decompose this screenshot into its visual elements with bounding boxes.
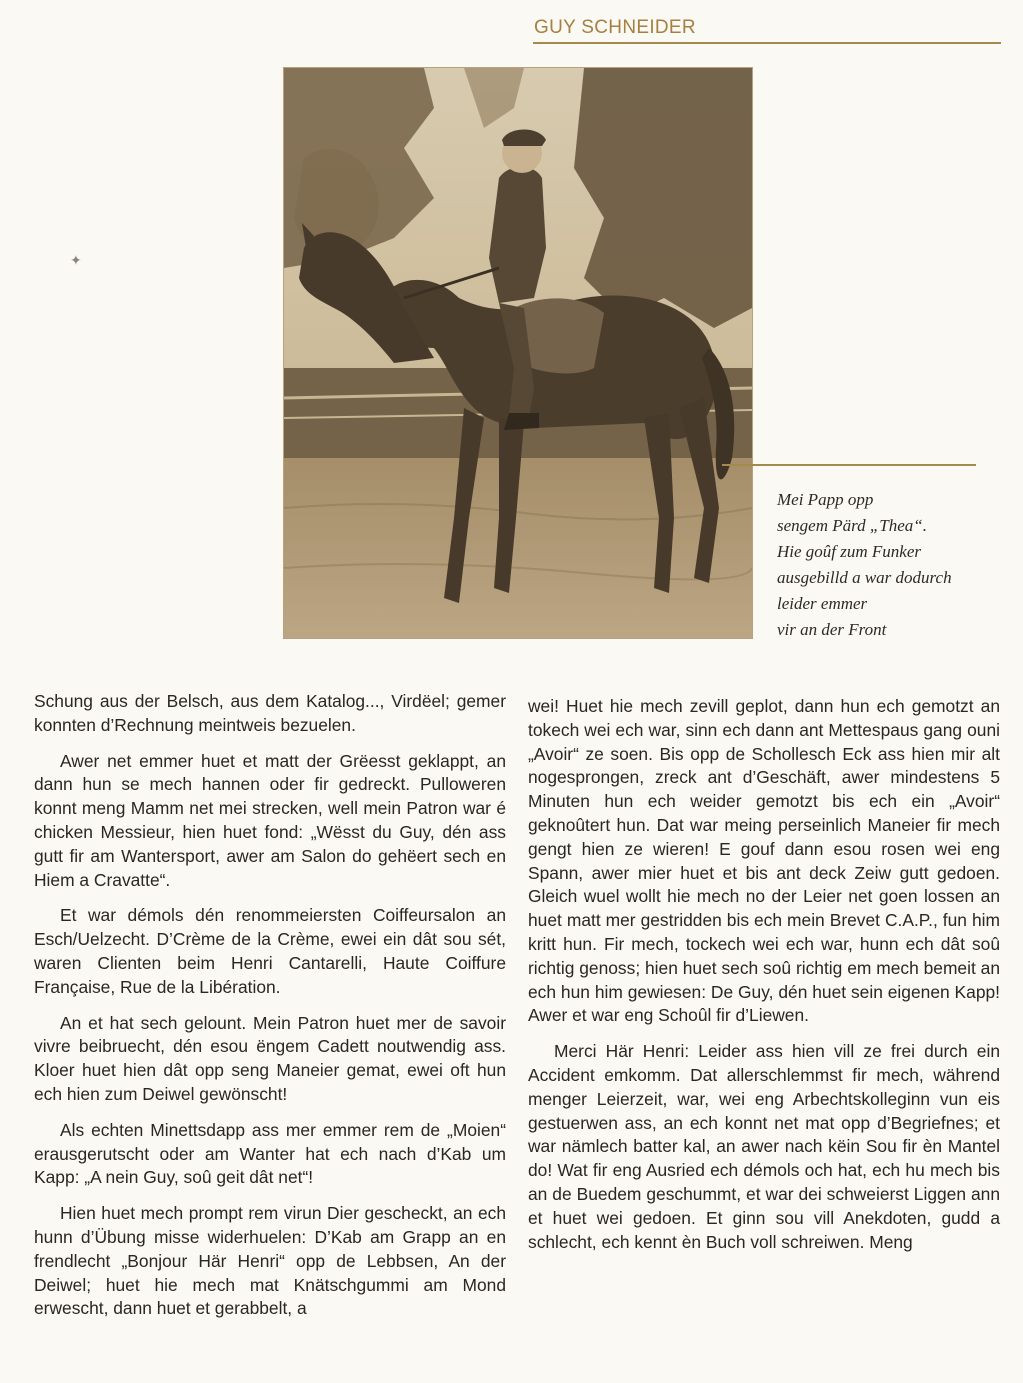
paragraph: Schung aus der Belsch, aus dem Katalog..., Virdëel; gemer konnten d’Rechnung meintweis bezuelen. [34, 691, 506, 735]
caption-line: sengem Pärd „Thea“. [777, 516, 928, 535]
scan-speck: ✦ [70, 252, 82, 268]
author-title: GUY SCHNEIDER [534, 17, 696, 38]
page-header [533, 16, 1001, 44]
paragraph: Als echten Minettsdapp ass mer emmer rem de „Moien“ erausgerutscht oder am Wanter hat ech nach d’Kab um Kapp: „A nein Guy, soû geit dât net“! [34, 1119, 506, 1188]
paragraph: Awer net emmer huet et matt der Grëesst geklappt, an dann hun se mech hannen oder fir gedreckt. Pulloweren konnt meng Mamm net mei strecken, well mein Patron war é chicken Messieur, hien huet fond: „Wësst du Guy, dén ass gutt fir am Wantersport, awer am Salon do gehëert sech en Hiem a Cravatte“. [34, 750, 506, 890]
photo-caption [777, 487, 1007, 643]
paragraph: Et war démols dén renommeiersten Coiffeursalon an Esch/Uelzecht. D’Crème de la Crème, ewei ein dât sou sét, waren Clienten beim Henri Cantarelli, Haute Coiffure Française, Rue de la Libération. [34, 905, 506, 997]
caption-line: vir an der Front [777, 620, 887, 639]
paragraph: Merci Här Henri: Leider ass hien vill ze frei durch ein Accident emkomm. Dat allerschlemmst fir mech, während menger Leierzeit, war, wei eng Arbechtskolleginn vun eis gestuerwen ass, an ech konnt net mat opp d’Begriefnes; et war nämlech batter kal, an awer nach këin Sou fir èn Mantel do! Wat fir eng Ausried ech démols och hat, ech hu mech bis an de Buedem geschummt, et war dei schweierst Liggen ann et huet wei gedoen. Et ginn sou vill Anekdoten, gudd a schlecht, ech kennt èn Buch voll schreiwen. Meng [528, 1041, 1000, 1252]
paragraph: An et hat sech gelount. Mein Patron huet mer de savoir vivre beibruecht, dén esou ëngem Cadett noutwendig ass. Kloer huet hien dât opp seng Maneier gemat, ewei oft hun ech hien zum Deiwel gewönscht! [34, 1012, 506, 1104]
right-column [528, 695, 1000, 1254]
paragraph: wei! Huet hie mech zevill geplot, dann hun ech gemotzt an tokech wei ech war, sinn ech dann ant Mettespaus gang ouni „Avoir“ ze soen. Bis opp de Schollesch Eck ass hien mir alt nogesprongen, zreck ant d’Geschäft, awer mindestens 5 Minuten hun ech weider gemotzt bis ech ein „Avoir“ geknoûtert hun. Dat war meing perseinlich Maneier fir mech gengt hien ze wieren! E gouf dann esou rosen wei eng Spann, awer mier huet et bis ant deck Zeiw gutt gedoen. Gleich wuel wollt hie mech no der Leier net goen lossen an huet matt mer gestridden bis ech mein Brevet C.A.P., fun him kritt hun. Fir mech, tockech wei ech war, hunn ech dât soû richtig genoss; hien huet sech soû richtig em mech bemeit an ech hun him gewiesen: De Guy, dén huet sein eigenen Kapp! Awer et war eng Schoûl fir d’Liewen. [528, 696, 1000, 1026]
caption-rule [722, 464, 976, 466]
caption-line: ausgebilld a war dodurch [777, 568, 952, 587]
caption-line: Hie goûf zum Funker [777, 542, 922, 561]
sepia-photo [283, 67, 753, 639]
left-column [34, 690, 506, 1321]
paragraph: Hien huet mech prompt rem virun Dier gescheckt, an ech hunn d’Übung misse widerhuelen: D’Kab am Grapp an en frendlecht „Bonjour Här Henri“ opp de Lebbsen, An der Deiwel; huet hie mech mat Knätschgummi am Mond erwescht, dann huet et gerabbelt, a [34, 1203, 506, 1319]
caption-line: Mei Papp opp [777, 490, 874, 509]
caption-line: leider emmer [777, 594, 868, 613]
horse-rider-photo-icon [284, 68, 752, 638]
